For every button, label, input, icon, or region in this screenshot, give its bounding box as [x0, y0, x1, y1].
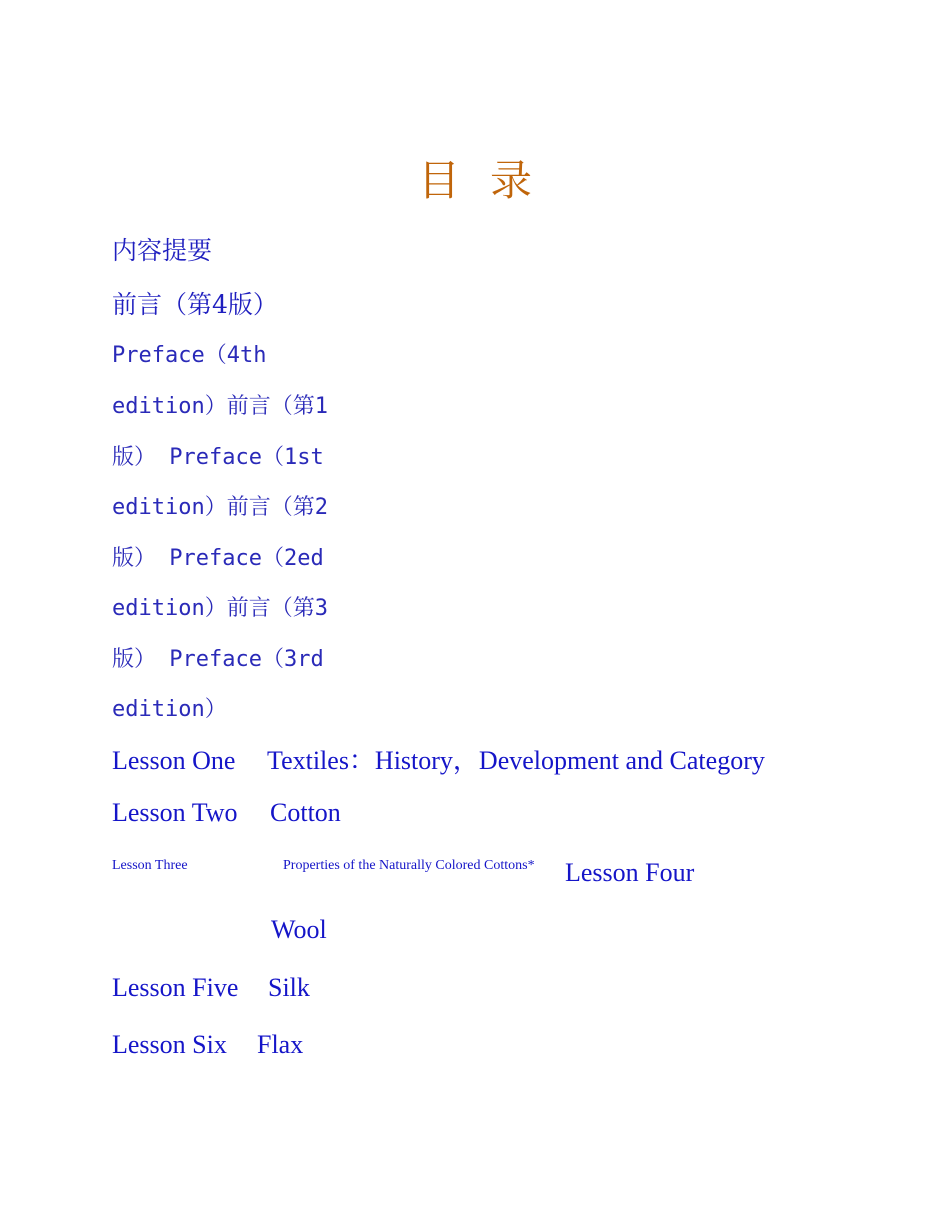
toc-lesson-three[interactable] — [112, 856, 535, 876]
lesson-number: Lesson One — [112, 746, 236, 775]
toc-item-summary[interactable]: 内容提要 — [112, 236, 213, 265]
lesson-number: Lesson Six — [112, 1030, 227, 1059]
toc-item-preface-4-en[interactable]: Preface（4th — [112, 343, 267, 368]
lesson-title: Properties of the Naturally Colored Cottons* — [283, 858, 535, 873]
title-char-2: 录 — [490, 156, 563, 205]
toc-lesson-four-number[interactable]: Lesson Four — [565, 858, 695, 887]
toc-lesson-six[interactable] — [112, 1028, 303, 1062]
toc-item-preface-4-cn[interactable]: 前言（第4版） — [112, 290, 278, 319]
toc-item-preface-2-cn[interactable]: edition）前言（第2 — [112, 495, 328, 520]
toc-item-preface-3-end[interactable]: edition） — [112, 697, 227, 722]
lesson-number: Lesson Five — [112, 973, 239, 1002]
toc-lesson-one[interactable] — [112, 744, 765, 778]
title-char-1: 目 — [417, 156, 490, 205]
toc-item-preface-3-en[interactable]: 版） Preface（3rd — [112, 647, 324, 672]
lesson-number: Lesson Two — [112, 798, 238, 827]
toc-lesson-two[interactable] — [112, 796, 341, 830]
page-title — [0, 153, 950, 209]
lesson-title: Textiles：History，Development and Category — [267, 746, 765, 775]
lesson-title: Silk — [268, 973, 310, 1002]
toc-item-preface-1-cn[interactable]: edition）前言（第1 — [112, 394, 328, 419]
toc-lesson-four-title[interactable]: Wool — [271, 915, 327, 944]
toc-item-preface-1-en[interactable]: 版） Preface（1st — [112, 445, 324, 470]
lesson-number: Lesson Three — [112, 858, 188, 873]
toc-item-preface-2-en[interactable]: 版） Preface（2ed — [112, 546, 324, 571]
lesson-title: Cotton — [270, 798, 341, 827]
lesson-title: Flax — [257, 1030, 304, 1059]
toc-item-preface-3-cn[interactable]: edition）前言（第3 — [112, 596, 328, 621]
toc-lesson-five[interactable] — [112, 971, 310, 1005]
